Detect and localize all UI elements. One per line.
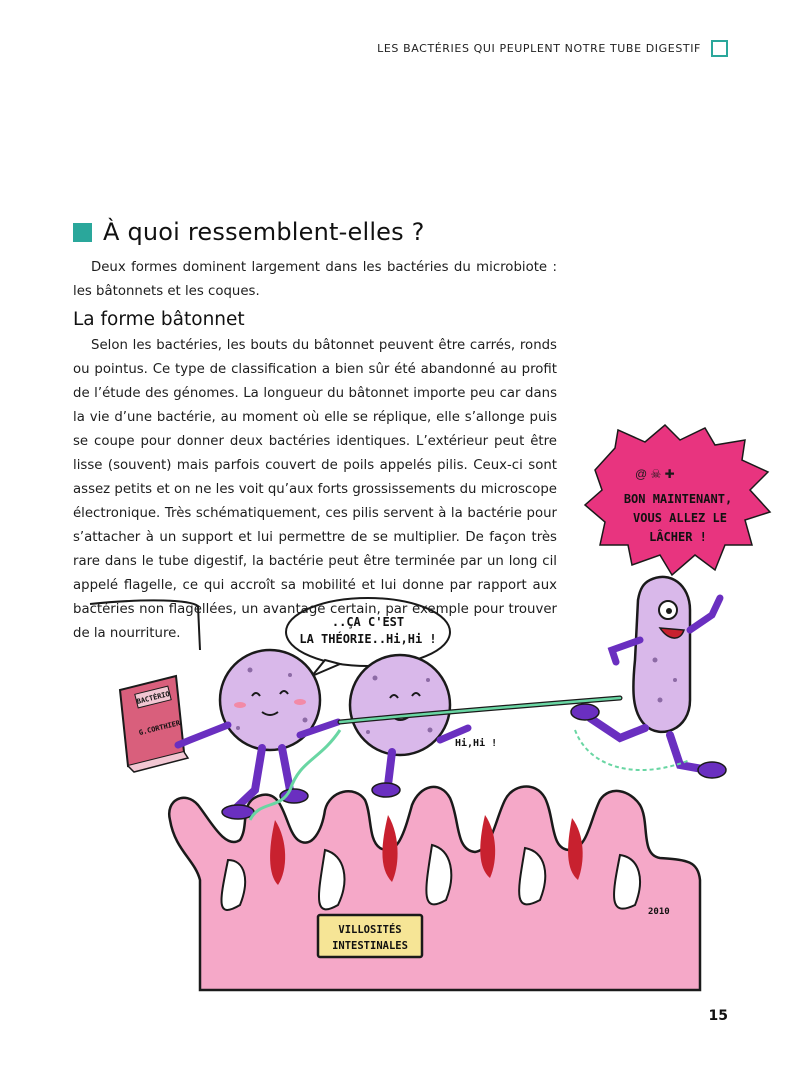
section-square-icon [73,223,92,242]
villosites-sign [318,915,422,957]
intro-paragraph: Deux formes dominent largement dans les bactéries du microbiote : les bâtonnets et les coques. [73,260,557,299]
book-icon [120,676,188,772]
bubble-warning-line-2: VOUS ALLEZ LE [633,511,727,525]
book-title: BACTÉRIO [135,690,171,706]
laugh-text: Hi,Hi ! [455,738,498,749]
coccus-bacterium-left [178,650,338,819]
subsection-title: La forme bâtonnet [73,309,245,330]
bubble-theory-line-2: LA THÉORIE..Hi,Hi ! [299,632,437,646]
body-paragraph: Selon les bactéries, les bouts du bâtonnet peuvent être carrés, ronds ou pointus. Ce type de classification a bien sûr été abandonné au profit de l’étude des génomes. La longueur du bâtonnet importe peu car dans la vie d’une bactérie, au moment où elle se réplique, elle s’allonge puis se coupe pour donner deux bactéries identiques. L’extérieur peut être lisse (souvent) mais parfois couvert de poils appelés pilis. Ceux-ci sont assez petits et on ne les voit qu’aux forts grossissements du microscope électronique. Très schématiquement, ces pilis servent à la bactérie pour s’attacher à un support et lui permettre de se multiplier. De façon très rare dans le tube digestif, la bactérie peut être terminée par un long cil appelé flagelle, ce qui accroît sa mobilité et lui donne par rapport aux bactéries non flagellées, un avantage certain, par exemple pour trouver de la nourriture. [73,338,557,641]
sign-line-2: INTESTINALES [332,940,408,952]
section-heading [73,218,557,246]
spiral-symbol-icon: @ ☠ ✚ [635,467,675,481]
running-title: LES BACTÉRIES QUI PEUPLENT NOTRE TUBE DIGESTIF [377,42,701,55]
bubble-warning-line-1: BON MAINTENANT, [623,492,733,506]
page-number: 15 [708,1008,728,1024]
coccus-bacterium-right [350,655,497,797]
bubble-theory-line-1: ..ÇA C'EST [331,615,405,629]
sign-line-1: VILLOSITÉS [338,924,402,936]
section-title: À quoi ressemblent-elles ? [103,218,425,246]
artist-signature: 2010 [648,907,670,917]
section [73,218,557,646]
book-author: G.CORTHIER [138,719,181,738]
bubble-warning-line-3: LÂCHER ! [649,530,707,544]
speech-bubble-warning [585,425,770,575]
rod-bacterium [571,577,726,778]
